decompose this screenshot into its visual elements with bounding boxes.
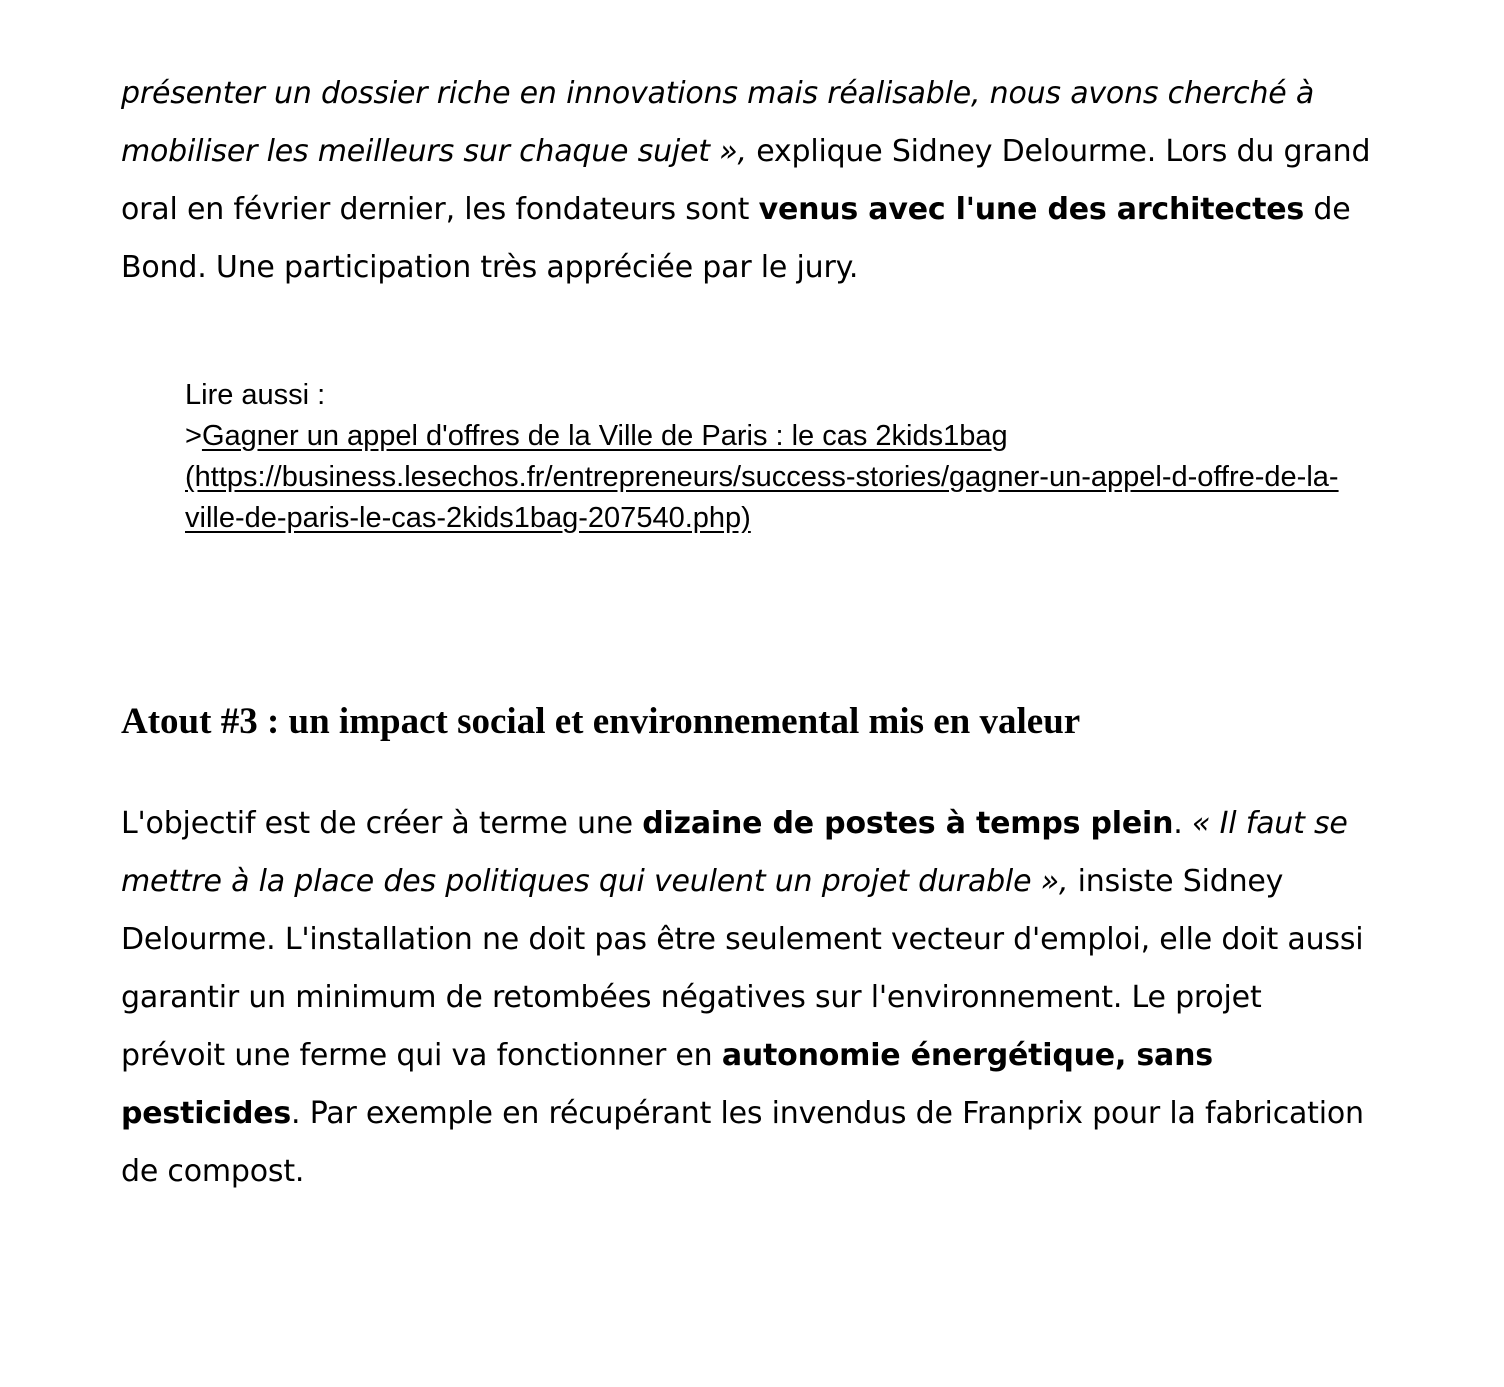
text-segment-normal: .: [1173, 806, 1192, 841]
read-also-link-line: [185, 416, 1345, 539]
text-segment-normal: de Bond. Une participation très appréciée par le jury.: [121, 192, 1351, 285]
text-segment-bold: dizaine de postes à temps plein: [642, 806, 1174, 841]
read-also-link-prefix: >: [185, 420, 202, 452]
text-segment-normal: insiste Sidney Delourme. L'installation ne doit pas être seulement vecteur d'emploi, elle doit aussi garantir un minimum de retombées négatives sur l'environnement. Le projet prévoit une ferme qui va fonctionner en: [121, 864, 1364, 1073]
text-segment-normal: . Par exemple en récupérant les invendus de Franprix pour la fabrication de compost.: [121, 1096, 1364, 1189]
paragraph-intro: [121, 65, 1374, 297]
paragraph-impact: [121, 795, 1374, 1201]
text-segment-bold: venus avec l'une des architectes: [758, 192, 1305, 227]
text-segment-normal: explique Sidney Delourme. Lors du grand oral en février dernier, les fondateurs sont: [121, 134, 1371, 227]
read-also-box: [185, 375, 1345, 539]
text-segment-normal: L'objectif est de créer à terme une: [121, 806, 643, 841]
text-segment-italic: « Il faut se mettre à la place des politiques qui veulent un projet durable »,: [121, 806, 1348, 899]
read-also-label: Lire aussi :: [185, 379, 326, 411]
text-segment-bold: autonomie énergétique, sans pesticides: [121, 1038, 1213, 1131]
section-heading: Atout #3 : un impact social et environnemental mis en valeur: [121, 701, 1081, 742]
text-segment-italic: présenter un dossier riche en innovations mais réalisable, nous avons cherché à mobiliser les meilleurs sur chaque sujet »,: [121, 76, 1315, 169]
read-also-link[interactable]: Gagner un appel d'offres de la Ville de Paris : le cas 2kids1bag (https://business.lesechos.fr/entrepreneurs/success-stories/gagner-un-appel-d-offre-de-la-ville-de-paris-le-cas-2kids1bag-207540.php): [185, 420, 1339, 534]
